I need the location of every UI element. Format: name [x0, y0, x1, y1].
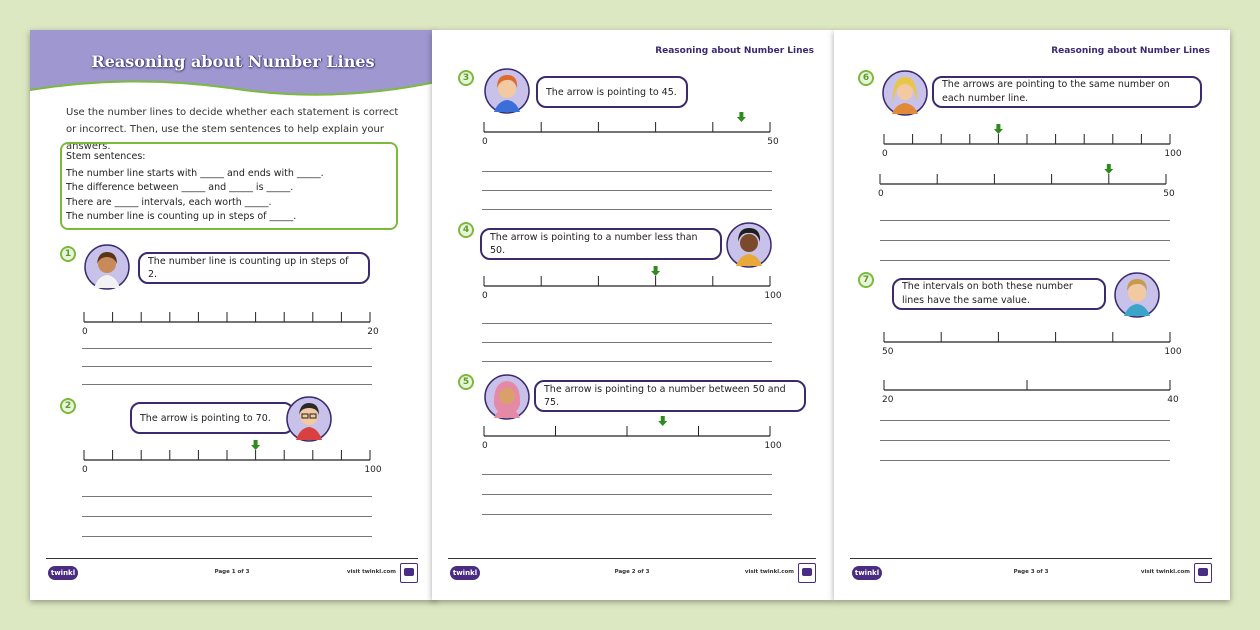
number-line-start-label: 0 [482, 291, 488, 301]
answer-line [482, 474, 772, 475]
statement-bubble: The arrow is pointing to 70. [130, 402, 294, 434]
number-line-start-label: 0 [878, 189, 884, 199]
page-header: Reasoning about Number Lines [1051, 46, 1210, 56]
page-footer [448, 558, 816, 588]
answer-line [482, 190, 772, 191]
number-line [482, 416, 782, 456]
number-line-start-label: 50 [882, 347, 894, 357]
answer-line [482, 171, 772, 172]
child-avatar-icon [286, 396, 332, 442]
page-header: Reasoning about Number Lines [655, 46, 814, 56]
child-avatar-icon [882, 70, 928, 116]
answer-line [880, 240, 1170, 241]
worksheet-page-2 [432, 30, 834, 600]
visit-link[interactable]: visit twinkl.com [744, 569, 794, 575]
arrow-down-icon [1104, 164, 1113, 174]
number-line [882, 322, 1182, 358]
number-line [482, 112, 779, 152]
answer-line [482, 209, 772, 210]
answer-line [482, 514, 772, 515]
worksheet-page-3 [834, 30, 1230, 600]
statement-bubble: The arrow is pointing to a number less than 50. [480, 228, 722, 260]
question-number: 7 [858, 272, 874, 288]
question-number: 5 [458, 374, 474, 390]
child-avatar-icon [484, 374, 530, 420]
answer-line [880, 460, 1170, 461]
statement-bubble: The arrows are pointing to the same number on each number line. [932, 76, 1202, 108]
question-number: 1 [60, 246, 76, 262]
answer-line [880, 440, 1170, 441]
number-line-start-label: 0 [482, 441, 488, 451]
answer-line [82, 366, 372, 367]
number-line-end-label: 100 [764, 291, 782, 301]
child-avatar-icon [484, 68, 530, 114]
stem-line: The difference between _____ and _____ is _____. [66, 182, 294, 193]
answer-line [482, 323, 772, 324]
stem-title: Stem sentences: [66, 151, 146, 162]
instructions: Use the number lines to decide whether each statement is correct or incorrect. Then, use the stem sentences to help explain your answers. [66, 107, 399, 152]
number-line-start-label: 0 [82, 327, 88, 337]
number-line-end-label: 50 [767, 137, 779, 147]
question-number: 3 [458, 70, 474, 86]
number-line-end-label: 50 [1163, 189, 1175, 199]
stem-line: The number line starts with _____ and ends with _____. [66, 167, 324, 179]
number-line-end-label: 100 [1164, 149, 1182, 159]
answer-line [82, 516, 372, 517]
quality-badge-icon [798, 563, 816, 583]
number-line [82, 440, 382, 476]
arrow-down-icon [651, 266, 660, 276]
page-number: Page 3 of 3 [1013, 569, 1049, 575]
answer-line [880, 260, 1170, 261]
statement-bubble: The number line is counting up in steps of 2. [138, 252, 370, 284]
question-number: 2 [60, 398, 76, 414]
child-avatar-icon [726, 222, 772, 268]
number-line-start-label: 20 [882, 395, 894, 405]
answer-line [82, 384, 372, 385]
arrow-down-icon [658, 416, 667, 426]
visit-link[interactable]: visit twinkl.com [1140, 569, 1190, 575]
question-number: 6 [858, 70, 874, 86]
number-line-end-label: 100 [364, 465, 382, 475]
page-title: Reasoning about Number Lines [91, 52, 375, 71]
number-line [82, 302, 379, 337]
stem-sentences-box [60, 142, 398, 230]
twinkl-logo: twinkl [48, 566, 78, 580]
visit-link[interactable]: visit twinkl.com [346, 569, 396, 575]
page-number: Page 2 of 3 [614, 569, 650, 575]
number-line-end-label: 40 [1167, 395, 1179, 405]
question-number: 4 [458, 222, 474, 238]
number-line-start-label: 0 [82, 465, 88, 475]
child-avatar-icon [84, 244, 130, 290]
statement-bubble: The arrow is pointing to 45. [536, 76, 688, 108]
stem-line: There are _____ intervals, each worth _____. [66, 196, 272, 208]
child-avatar-icon [1114, 272, 1160, 318]
twinkl-logo: twinkl [450, 566, 480, 580]
number-line [882, 370, 1179, 406]
arrow-down-icon [737, 112, 746, 122]
answer-line [82, 536, 372, 537]
answer-line [82, 348, 372, 349]
quality-badge-icon [1194, 563, 1212, 583]
answer-line [880, 420, 1170, 421]
answer-line [482, 494, 772, 495]
stem-line: The number line is counting up in steps of _____. [66, 211, 297, 222]
page-footer [46, 558, 418, 588]
arrow-down-icon [994, 124, 1003, 134]
number-line [882, 124, 1182, 160]
number-line [878, 164, 1175, 200]
number-line-start-label: 0 [482, 137, 488, 147]
number-line-start-label: 0 [882, 149, 888, 159]
number-line-end-label: 20 [367, 327, 379, 337]
answer-line [482, 342, 772, 343]
statement-bubble: The arrow is pointing to a number between 50 and 75. [534, 380, 806, 412]
answer-line [482, 361, 772, 362]
number-line-end-label: 100 [1164, 347, 1182, 357]
quality-badge-icon [400, 563, 418, 583]
answer-line [82, 496, 372, 497]
page-footer [850, 558, 1212, 588]
statement-bubble: The intervals on both these number lines have the same value. [892, 278, 1106, 310]
twinkl-logo: twinkl [852, 566, 882, 580]
answer-line [880, 220, 1170, 221]
page-number: Page 1 of 3 [214, 569, 250, 575]
arrow-down-icon [251, 440, 260, 450]
worksheet-page-1 [30, 30, 436, 600]
number-line-end-label: 100 [764, 441, 782, 451]
number-line [482, 266, 782, 306]
